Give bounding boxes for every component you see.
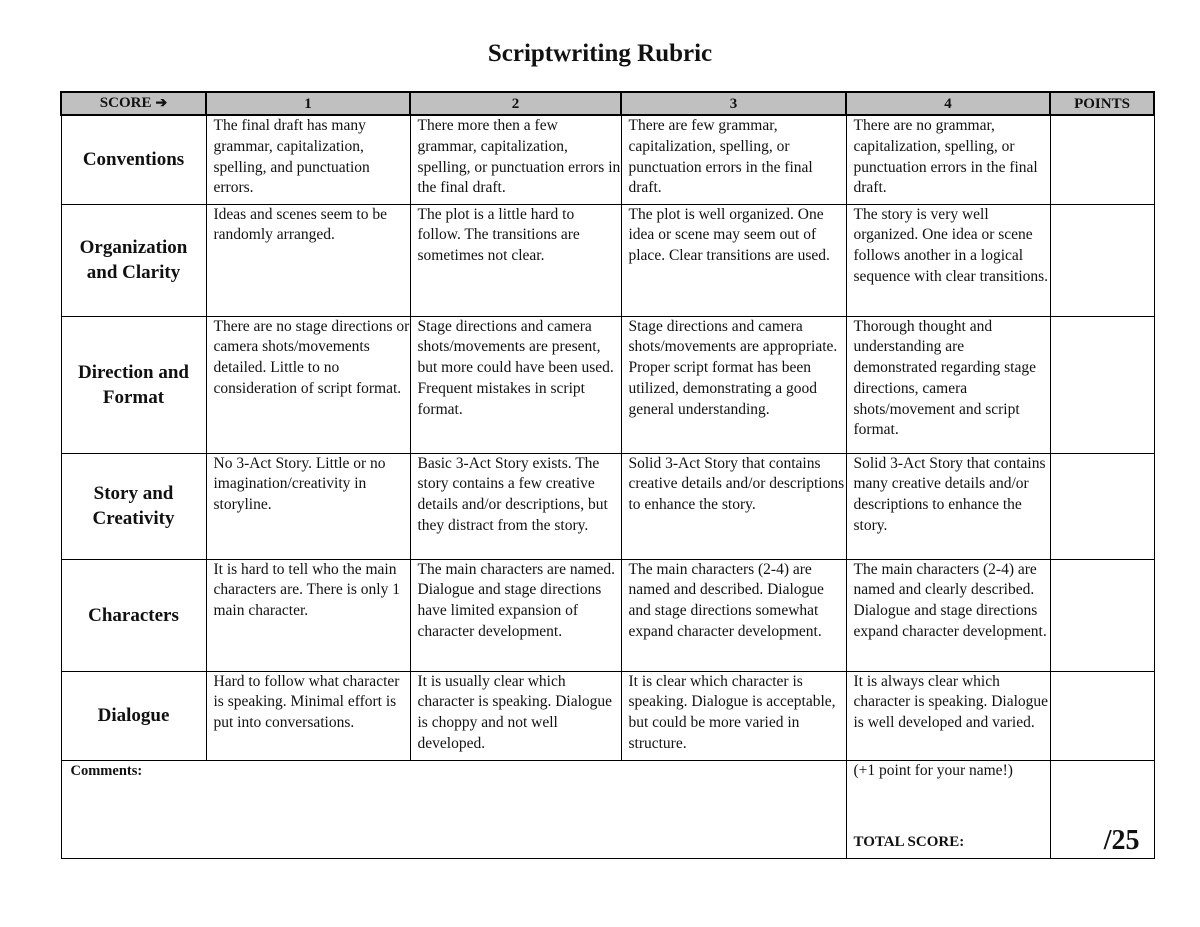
comments-box[interactable] xyxy=(61,760,846,858)
bonus-note: (+1 point for your name!) xyxy=(853,761,1013,779)
criterion-row-conventions xyxy=(61,115,1154,204)
level-3-descriptor: The plot is well organized. One idea or scene may seem out of place. Clear transitions are used. xyxy=(621,204,846,316)
total-score-cell[interactable] xyxy=(1050,760,1154,858)
level-1-descriptor: Ideas and scenes seem to be randomly arranged. xyxy=(206,204,410,316)
points-cell[interactable] xyxy=(1050,316,1154,453)
points-cell[interactable] xyxy=(1050,115,1154,204)
total-label-cell xyxy=(846,760,1050,858)
level-3-descriptor: Solid 3-Act Story that contains creative details and/or descriptions to enhance the story. xyxy=(621,453,846,559)
criterion-row-story xyxy=(61,453,1154,559)
level-1-descriptor: It is hard to tell who the main characters are. There is only 1 main character. xyxy=(206,559,410,671)
level-4-descriptor: The main characters (2-4) are named and clearly described. Dialogue and stage directions expand character development. xyxy=(846,559,1050,671)
level-4-descriptor: The story is very well organized. One idea or scene follows another in a logical sequence with clear transitions. xyxy=(846,204,1050,316)
level-header-2: 2 xyxy=(410,92,621,115)
score-label: SCORE xyxy=(99,95,152,111)
criterion-row-characters xyxy=(61,559,1154,671)
criterion-row-organization xyxy=(61,204,1154,316)
header-row xyxy=(61,92,1154,115)
criterion-label: Story and Creativity xyxy=(61,453,206,559)
footer-row xyxy=(61,760,1154,858)
level-2-descriptor: Stage directions and camera shots/movements are present, but more could have been used. Frequent mistakes in script format. xyxy=(410,316,621,453)
level-2-descriptor: The plot is a little hard to follow. The transitions are sometimes not clear. xyxy=(410,204,621,316)
points-cell[interactable] xyxy=(1050,204,1154,316)
criterion-row-dialogue xyxy=(61,671,1154,760)
level-header-1: 1 xyxy=(206,92,410,115)
level-4-descriptor: Thorough thought and understanding are demonstrated regarding stage directions, camera shots/movement and script format. xyxy=(846,316,1050,453)
level-header-4: 4 xyxy=(846,92,1050,115)
criterion-label: Organization and Clarity xyxy=(61,204,206,316)
total-score-label: TOTAL SCORE: xyxy=(853,833,965,850)
criterion-label: Conventions xyxy=(61,115,206,204)
points-cell[interactable] xyxy=(1050,671,1154,760)
points-cell[interactable] xyxy=(1050,559,1154,671)
total-score-value: /25 xyxy=(1103,824,1140,856)
level-1-descriptor: There are no stage directions or camera shots/movements detailed. Little to no consideration of script format. xyxy=(206,316,410,453)
level-2-descriptor: Basic 3-Act Story exists. The story contains a few creative details and/or descriptions, but they distract from the story. xyxy=(410,453,621,559)
points-header: POINTS xyxy=(1050,92,1154,115)
level-4-descriptor: There are no grammar, capitalization, spelling, or punctuation errors in the final draft. xyxy=(846,115,1050,204)
level-1-descriptor: No 3-Act Story. Little or no imagination/creativity in storyline. xyxy=(206,453,410,559)
level-3-descriptor: The main characters (2-4) are named and described. Dialogue and stage directions somewhat expand character development. xyxy=(621,559,846,671)
rubric-table xyxy=(60,91,1155,859)
level-header-3: 3 xyxy=(621,92,846,115)
level-3-descriptor: It is clear which character is speaking. Dialogue is acceptable, but could be more varied in structure. xyxy=(621,671,846,760)
level-4-descriptor: It is always clear which character is speaking. Dialogue is well developed and varied. xyxy=(846,671,1050,760)
criterion-label: Direction and Format xyxy=(61,316,206,453)
arrow-right-icon: ➔ xyxy=(155,96,168,111)
criterion-label: Characters xyxy=(61,559,206,671)
level-2-descriptor: There more then a few grammar, capitalization, spelling, or punctuation errors in the final draft. xyxy=(410,115,621,204)
level-4-descriptor: Solid 3-Act Story that contains many creative details and/or descriptions to enhance the story. xyxy=(846,453,1050,559)
criterion-row-direction xyxy=(61,316,1154,453)
level-3-descriptor: There are few grammar, capitalization, spelling, or punctuation errors in the final draft. xyxy=(621,115,846,204)
level-1-descriptor: The final draft has many grammar, capitalization, spelling, and punctuation errors. xyxy=(206,115,410,204)
page-title: Scriptwriting Rubric xyxy=(487,40,713,67)
score-header xyxy=(61,92,206,115)
level-3-descriptor: Stage directions and camera shots/movements are appropriate. Proper script format has been utilized, demonstrating a good general understanding. xyxy=(621,316,846,453)
criterion-label: Dialogue xyxy=(61,671,206,760)
level-1-descriptor: Hard to follow what character is speaking. Minimal effort is put into conversations. xyxy=(206,671,410,760)
comments-label: Comments: xyxy=(70,762,143,779)
points-cell[interactable] xyxy=(1050,453,1154,559)
level-2-descriptor: The main characters are named. Dialogue and stage directions have limited expansion of character development. xyxy=(410,559,621,671)
level-2-descriptor: It is usually clear which character is speaking. Dialogue is choppy and not well developed. xyxy=(410,671,621,760)
